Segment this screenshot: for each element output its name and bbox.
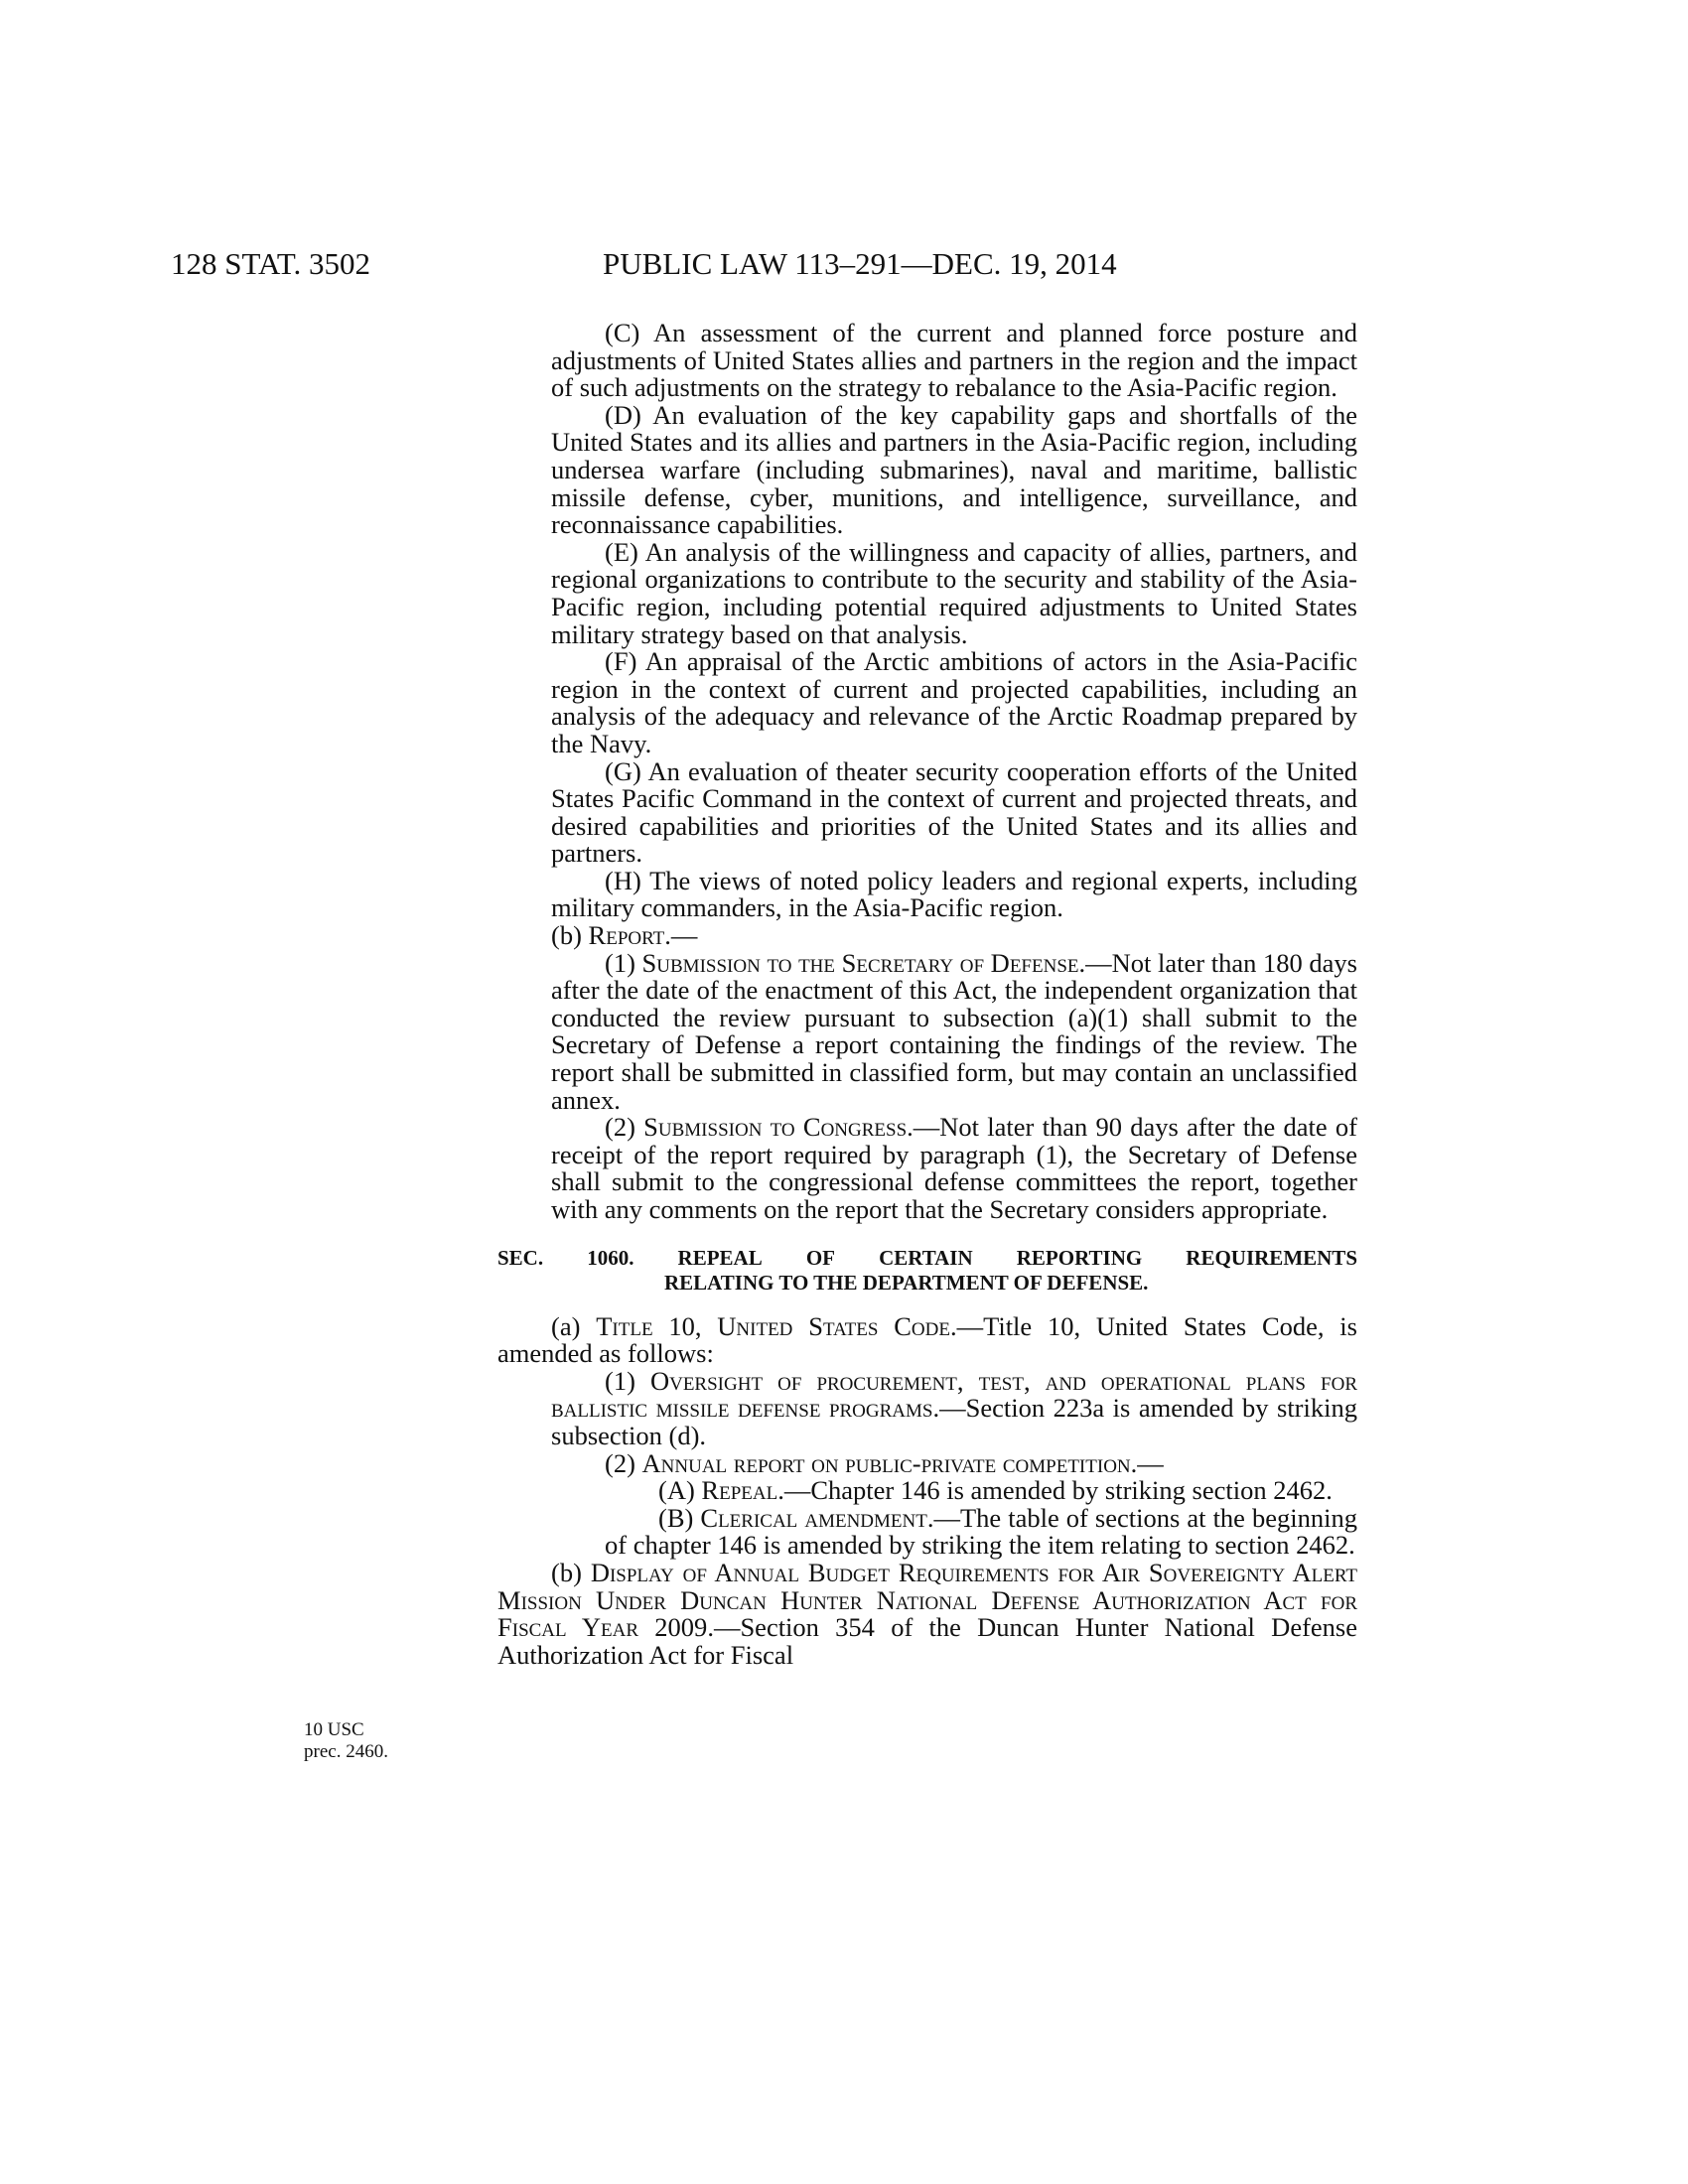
amendment-subparagraph-b: (B) Clerical amendment.—The table of sections at the beginning of chapter 146 is amended by striking the item relating to section 2462.	[605, 1502, 1357, 1561]
subparagraph-e: (E) An analysis of the willingness and capacity of allies, partners, and regional organizations to contribute to the security and stability of the Asia-Pacific region, including potential required adjustments to United States military strategy based on that analysis.	[551, 536, 1357, 649]
section-heading-line-2: RELATING TO THE DEPARTMENT OF DEFENSE.	[664, 1270, 1149, 1295]
page-header	[171, 246, 1362, 286]
subsection-b-report-heading: (b) Report.—	[551, 920, 698, 951]
margin-note-line-2: prec. 2460.	[304, 1741, 388, 1762]
public-law-title: PUBLIC LAW 113–291—DEC. 19, 2014	[603, 246, 1117, 281]
subparagraph-h: (H) The views of noted policy leaders and regional experts, including military commanders, in the Asia-Pacific region.	[551, 865, 1357, 923]
report-paragraph-1: (1) Submission to the Secretary of Defense.—Not later than 180 days after the date of the enactment of this Act, the independent organization that conducted the review pursuant to subsection (a)(1) shall submit to the Secretary of Defense a report containing the findings of the review. The report shall be submitted in classified form, but may contain an unclassified annex.	[551, 947, 1357, 1115]
margin-note-line-1: 10 USC	[304, 1719, 364, 1740]
subparagraph-f: (F) An appraisal of the Arctic ambitions of actors in the Asia-Pacific region in the context of current and projected capabilities, including an analysis of the adequacy and relevance of the Arctic Roadmap prepared by the Navy.	[551, 646, 1357, 758]
subparagraph-c: (C) An assessment of the current and planned force posture and adjustments of United States allies and partners in the region and the impact of such adjustments on the strategy to rebalance to the Asia-Pacific region.	[551, 318, 1357, 403]
amendment-subparagraph-a: (A) Repeal.—Chapter 146 is amended by striking section 2462.	[658, 1475, 1333, 1506]
subparagraph-g: (G) An evaluation of theater security cooperation efforts of the United States Pacific Command in the context of current and projected threats, and desired capabilities and priorities of the United States and its allies and partners.	[551, 755, 1357, 869]
amendment-paragraph-2: (2) Annual report on public-private competition.—	[605, 1447, 1164, 1478]
section-heading	[497, 1246, 1357, 1296]
subparagraph-d: (D) An evaluation of the key capability gaps and shortfalls of the United States and its allies and partners in the Asia-Pacific region, including undersea warfare (including submarines), naval and maritime, ballistic missile defense, cyber, munitions, and intelligence, surveillance, and reconnaissance capabilities.	[551, 399, 1357, 540]
subsection-b-air-sovereignty: (b) Display of Annual Budget Requirements for Air Sovereignty Alert Mission Under Duncan Hunter National Defense Authorization Act for Fiscal Year 2009.—Section 354 of the Duncan Hunter National Defense Authorization Act for Fiscal	[497, 1557, 1357, 1670]
amendment-paragraph-1: (1) Oversight of procurement, test, and operational plans for ballistic missile defense programs.—Section 223a is amended by striking subsection (d).	[551, 1365, 1358, 1450]
statute-reference: 128 STAT. 3502	[171, 246, 371, 281]
margin-citation-note	[304, 1719, 433, 1763]
section-heading-line-1: SEC. 1060. REPEAL OF CERTAIN REPORTING REQUIREMENTS	[497, 1245, 1357, 1270]
report-paragraph-2: (2) Submission to Congress.—Not later than 90 days after the date of receipt of the report required by paragraph (1), the Secretary of Defense shall submit to the congressional defense committees the report, together with any comments on the report that the Secretary considers appropriate.	[551, 1112, 1357, 1224]
subsection-a-title-10: (a) Title 10, United States Code.—Title 10, United States Code, is amended as follows:	[497, 1310, 1357, 1369]
document-body	[497, 320, 1357, 1669]
